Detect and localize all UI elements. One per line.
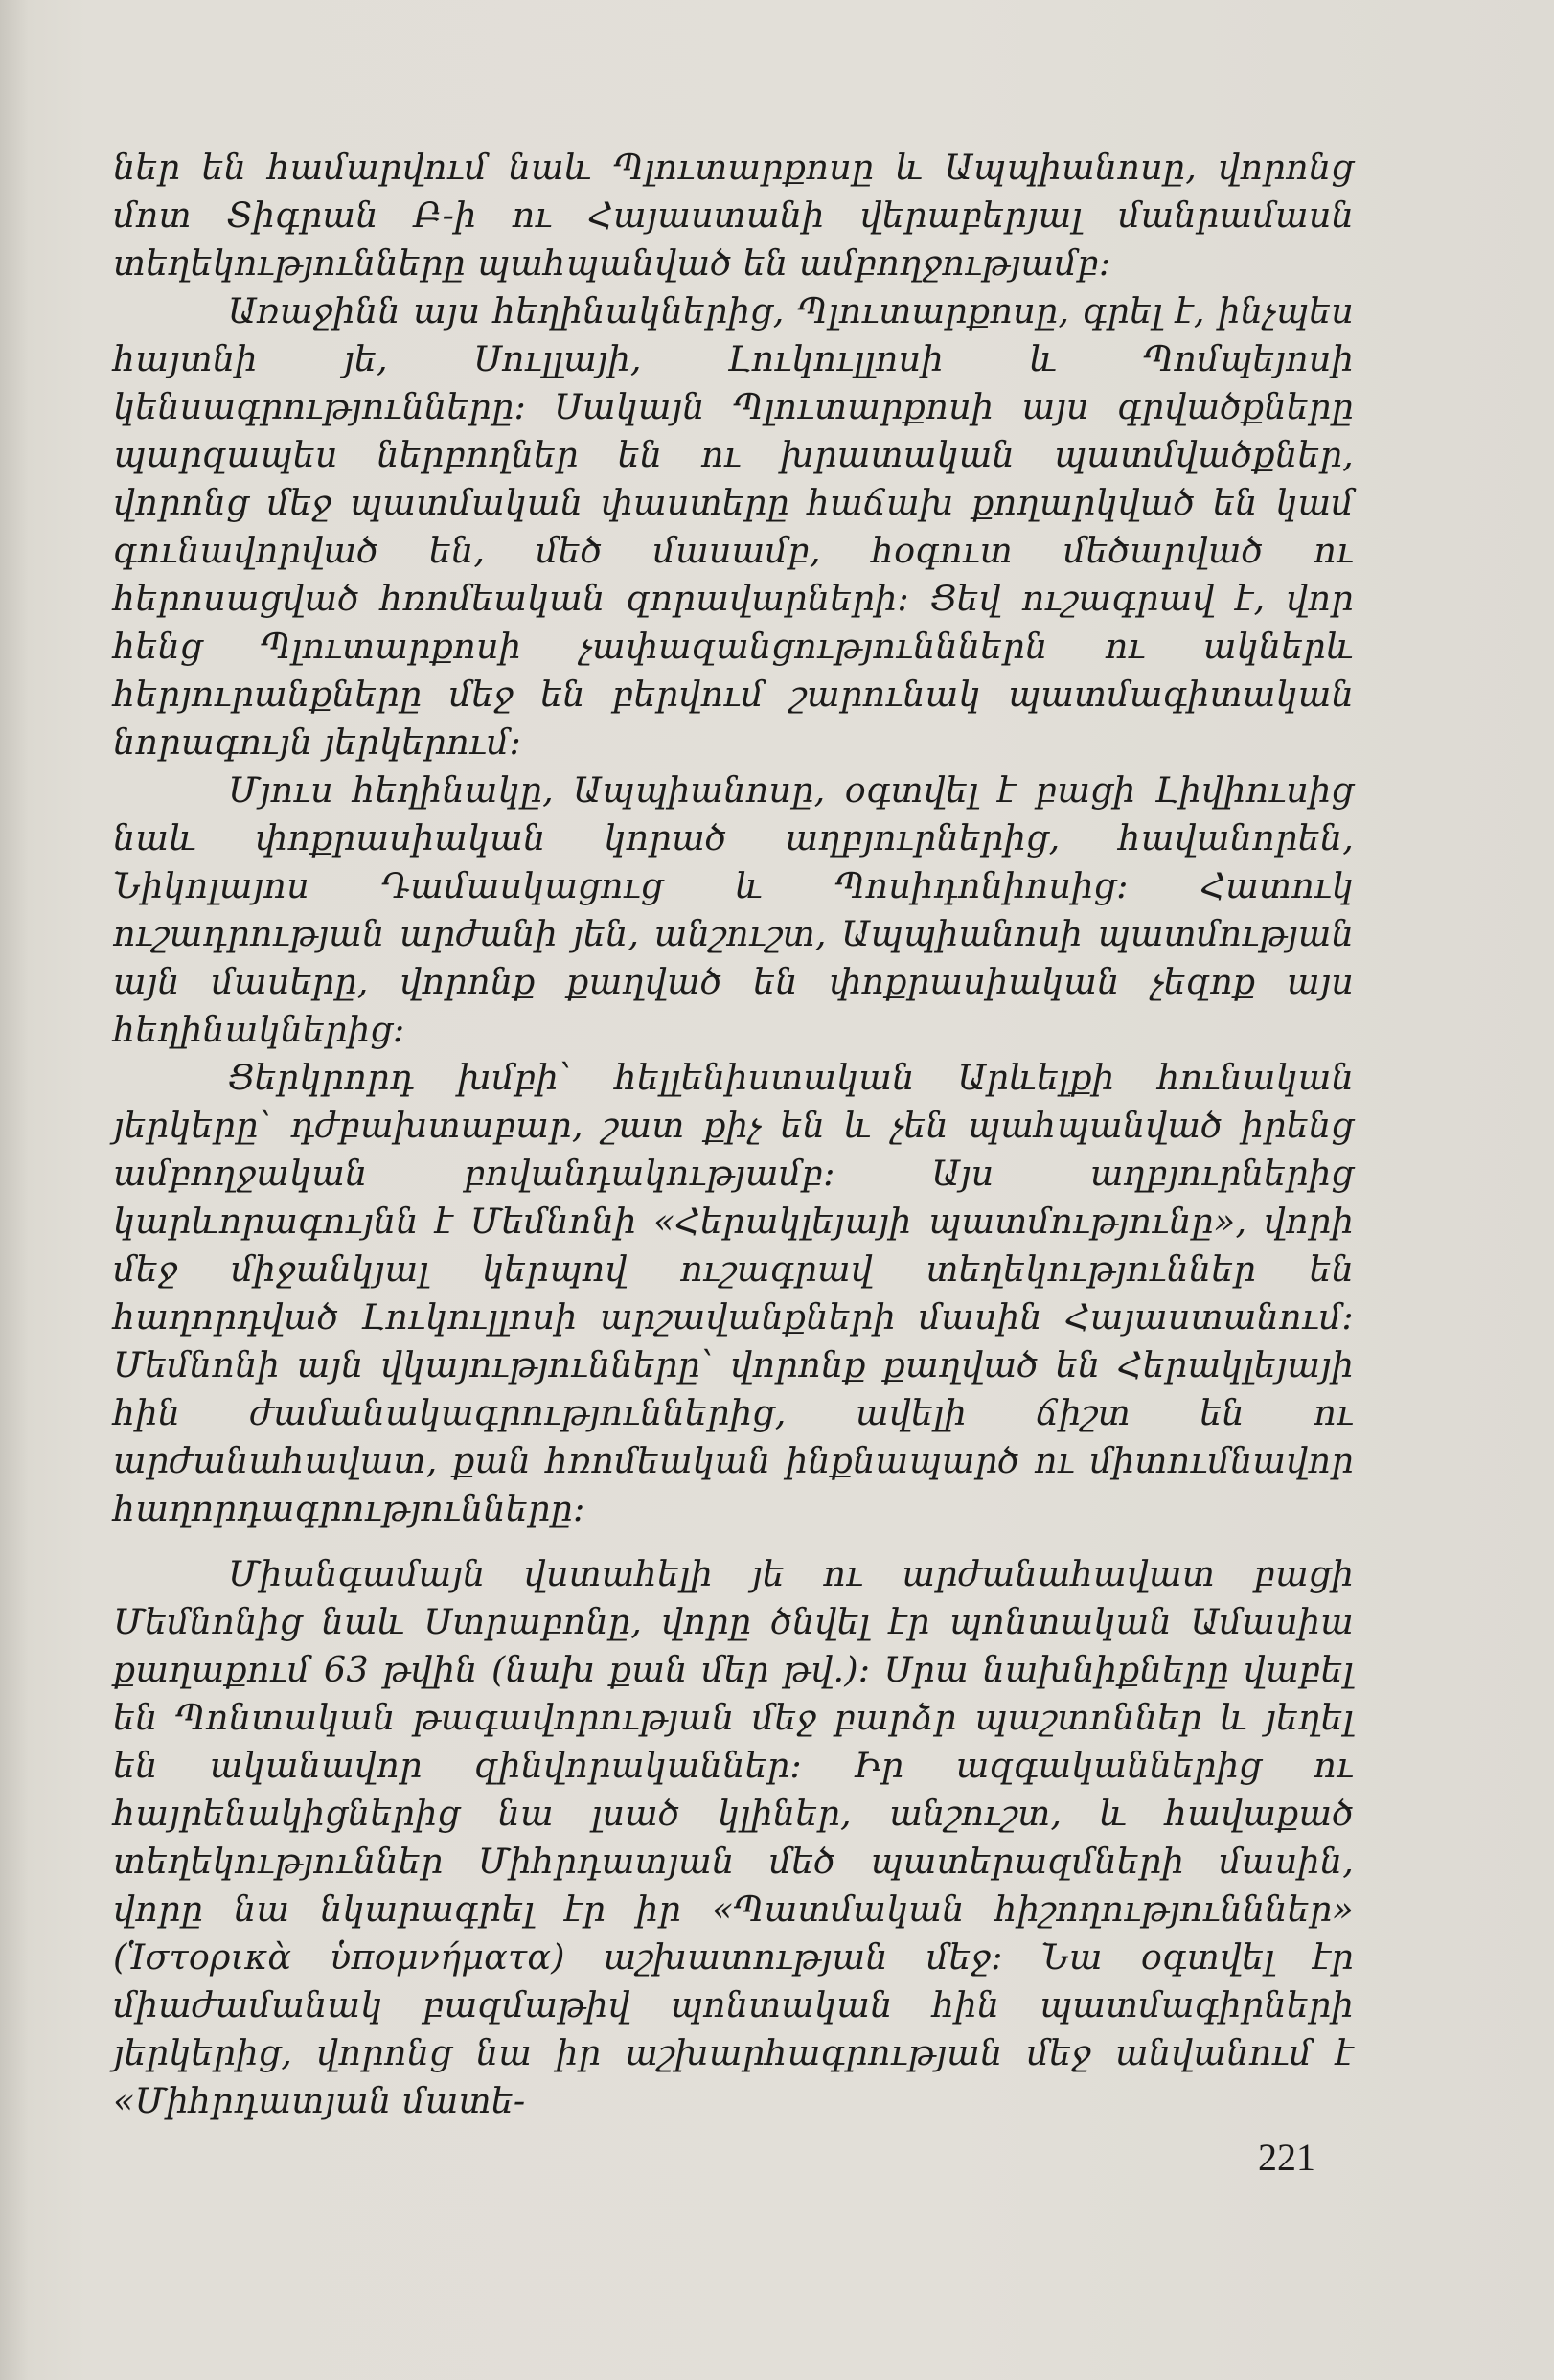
- paragraph-2: Առաջինն այս հեղինակներից, Պլուտարքոսը, գրել է, ինչպես հայտնի յե, Սուլլայի, Լուկուլլոսի և Պոմպեյոսի կենսագրությունները։ Սակայն Պլուտարքոսի այս գրվածքները պարզապես ներբողներ են ու խրատական պատմվածքներ, վորոնց մեջ պատմական փաստերը հաճախ քողարկված են կամ գունավորված են, մեծ մասամբ, հօգուտ մեծարված ու հերոսացված հռոմեական զորավարների։ Ցեվ ուշագրավ է, վոր հենց Պլուտարքոսի չափազանցությունններն ու ակներև հերյուրանքները մեջ են բերվում շարունակ պատմագիտական նորագույն յերկերում։: [113, 290, 1354, 763]
- paragraph-3: Մյուս հեղինակը, Ապպիանոսը, օգտվել է բացի Լիվիուսից նաև փոքրասիական կորած աղբյուրներից, հավանորեն, Նիկոլայոս Դամասկացուց և Պոսիդոնիոսից։ Հատուկ ուշադրության արժանի յեն, անշուշտ, Ապպիանոսի պատմության այն մասերը, վորոնք քաղված են փոքրասիական չեզոք այս հեղինակներից։: [113, 769, 1354, 1050]
- paragraph-1: ներ են համարվում նաև Պլուտարքոսը և Ապպիանոսը, վորոնց մոտ Տիգրան Բ-ի ու Հայաստանի վերաբերյալ մանրամասն տեղեկությունները պահպանված են ամբողջությամբ։: [113, 147, 1354, 284]
- paragraph-5: Միանգամայն վստահելի յե ու արժանահավատ բացի Մեմնոնից նաև Ստրաբոնը, վորը ծնվել էր պոնտական Ամասիա քաղաքում 63 թվին (նախ քան մեր թվ.)։ Սրա նախնիքները վաբել են Պոնտական թագավորության մեջ բարձր պաշտոններ և յեղել են ականավոր զինվորականներ։ Իր ազգականներից ու հայրենակիցներից նա լսած կլիներ, անշուշտ, և հավաքած տեղեկություններ Միհրդատյան մեծ պատերազմների մասին, վորը նա նկարագրել էր իր «Պատմական հիշողությունններ» (Ἱστορικὰ ὑπομνήματα) աշխատության մեջ։ Նա օգտվել էր միաժամանակ բազմաթիվ պոնտական հին պատմագիրների յերկերից, վորոնց նա իր աշխարհագրության մեջ անվանում է «Միհրդատյան մատե-: [113, 1553, 1354, 2121]
- page-number: 221: [1258, 2136, 1315, 2179]
- paragraph-4: Ցերկրորդ խմբի՝ հելլենիստական Արևելքի հունական յերկերը՝ դժբախտաբար, շատ քիչ են և չեն պահպանված իրենց ամբողջական բովանդակությամբ։ Այս աղբյուրներից կարևորագույնն է Մեմնոնի «Հերակլեյայի պատմությունը», վորի մեջ միջանկյալ կերպով ուշագրավ տեղեկություններ են հաղորդված Լուկուլլոսի արշավանքների մասին Հայաստանում։ Մեմնոնի այն վկայությունները՝ վորոնք քաղված են Հերակլեյայի հին ժամանակագրություններից, ավելի ճիշտ են ու արժանահավատ, քան հռոմեական ինքնապարծ ու միտումնավոր հաղորդագրությունները։: [113, 1057, 1354, 1529]
- body-text: [113, 144, 1354, 2125]
